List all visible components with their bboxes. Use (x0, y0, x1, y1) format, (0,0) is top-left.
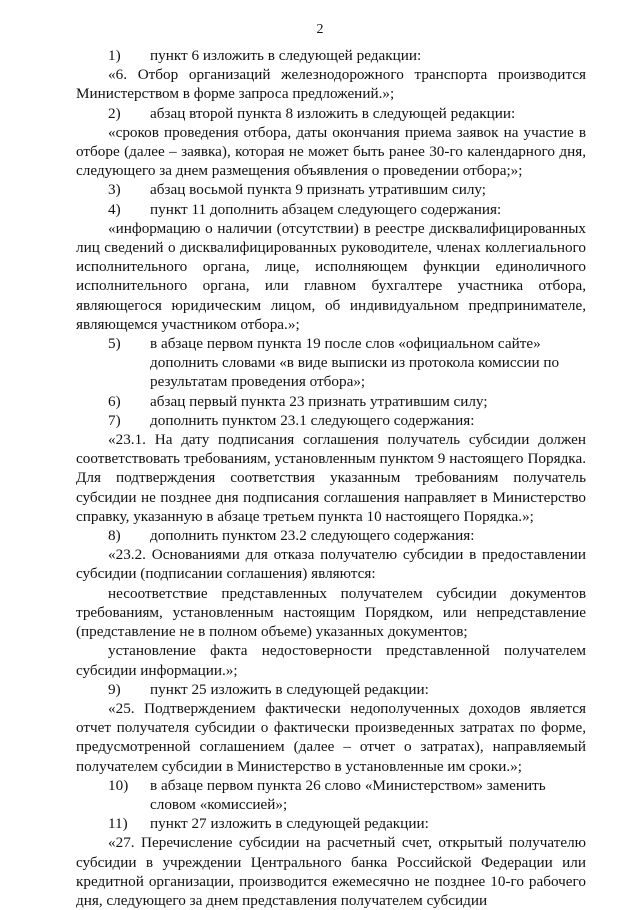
list-item: 3) абзац восьмой пункта 9 признать утратившим силу; (108, 181, 487, 199)
list-item: 1) пункт 6 изложить в следующей редакции: (108, 47, 422, 64)
paragraph: «сроков проведения отбора, даты окончания приема заявок на участие в отборе (далее – заявка), которая не может быть ранее 30-го календарного дня, следующего за днем размещения объявления о проведении отбора;»; (76, 123, 586, 180)
paragraph: установление факта недостоверности представленной получателем субсидии информации.»; (76, 642, 586, 679)
document-body (76, 46, 586, 910)
paragraph: «27. Перечисление субсидии на расчетный счет, открытый получателю субсидии в учреждении Центрального банка Российской Федерации или кредитной организации, производится ежемесячно не позднее 10-го рабочего дня, следующего за днем представления получателем субсидии (76, 834, 586, 909)
list-item: 6) абзац первый пункта 23 признать утратившим силу; (108, 392, 488, 410)
paragraph: «6. Отбор организаций железнодорожного транспорта производится Министерством в форме запроса предложений.»; (76, 66, 586, 103)
paragraph: «информацию о наличии (отсутствии) в реестре дисквалифицированных лиц сведений о дисквалифицированных руководителе, членах коллегиального исполнительного органа, лице, исполняющем функции единоличного исполнительного органа, или главном бухгалтере участника отбора, являющегося юридическим лицом, об индивидуальном предпринимателе, являющемся участником отбора.»; (76, 219, 586, 333)
list-item: 5) в абзаце первом пункта 19 после слов «официальном сайте» дополнить словами «в виде выписки из протокола комиссии по результатам проведения отбора»; (108, 335, 560, 391)
list-item: 7) дополнить пунктом 23.1 следующего содержания: (108, 411, 475, 429)
list-item: 11) пункт 27 изложить в следующей редакции: (108, 815, 429, 833)
page-number: 2 (316, 22, 324, 37)
list-item: 10) в абзаце первом пункта 26 слово «Министерством» заменить словом «комиссией»; (108, 776, 546, 813)
list-item: 9) пункт 25 изложить в следующей редакции: (108, 680, 429, 698)
list-item: 2) абзац второй пункта 8 изложить в следующей редакции: (108, 104, 516, 122)
list-item: 4) пункт 11 дополнить абзацем следующего содержания: (108, 200, 502, 218)
paragraph: «23.2. Основаниями для отказа получателю субсидии в предоставлении субсидии (подписании соглашения) являются: (76, 546, 586, 583)
list-item: 8) дополнить пунктом 23.2 следующего содержания: (108, 527, 475, 545)
paragraph: «23.1. На дату подписания соглашения получатель субсидии должен соответствовать требованиям, установленным пунктом 9 настоящего Порядка. Для подтверждения соответствия указанным требованиям получатель субсидии не позднее дня подписания соглашения направляет в Министерство справку, указанную в абзаце третьем пункта 10 настоящего Порядка.»; (76, 431, 586, 525)
paragraph: несоответствие представленных получателем субсидии документов требованиям, установленным настоящим Порядком, или непредставление (представление не в полном объеме) указанных документов; (76, 584, 586, 641)
paragraph: «25. Подтверждением фактически недополученных доходов является отчет получателя субсидии о фактически произведенных затратах по форме, предусмотренной соглашением (далее – отчет о затратах), направляемый получателем субсидии в Министерство в установленные им сроки.»; (76, 699, 586, 775)
